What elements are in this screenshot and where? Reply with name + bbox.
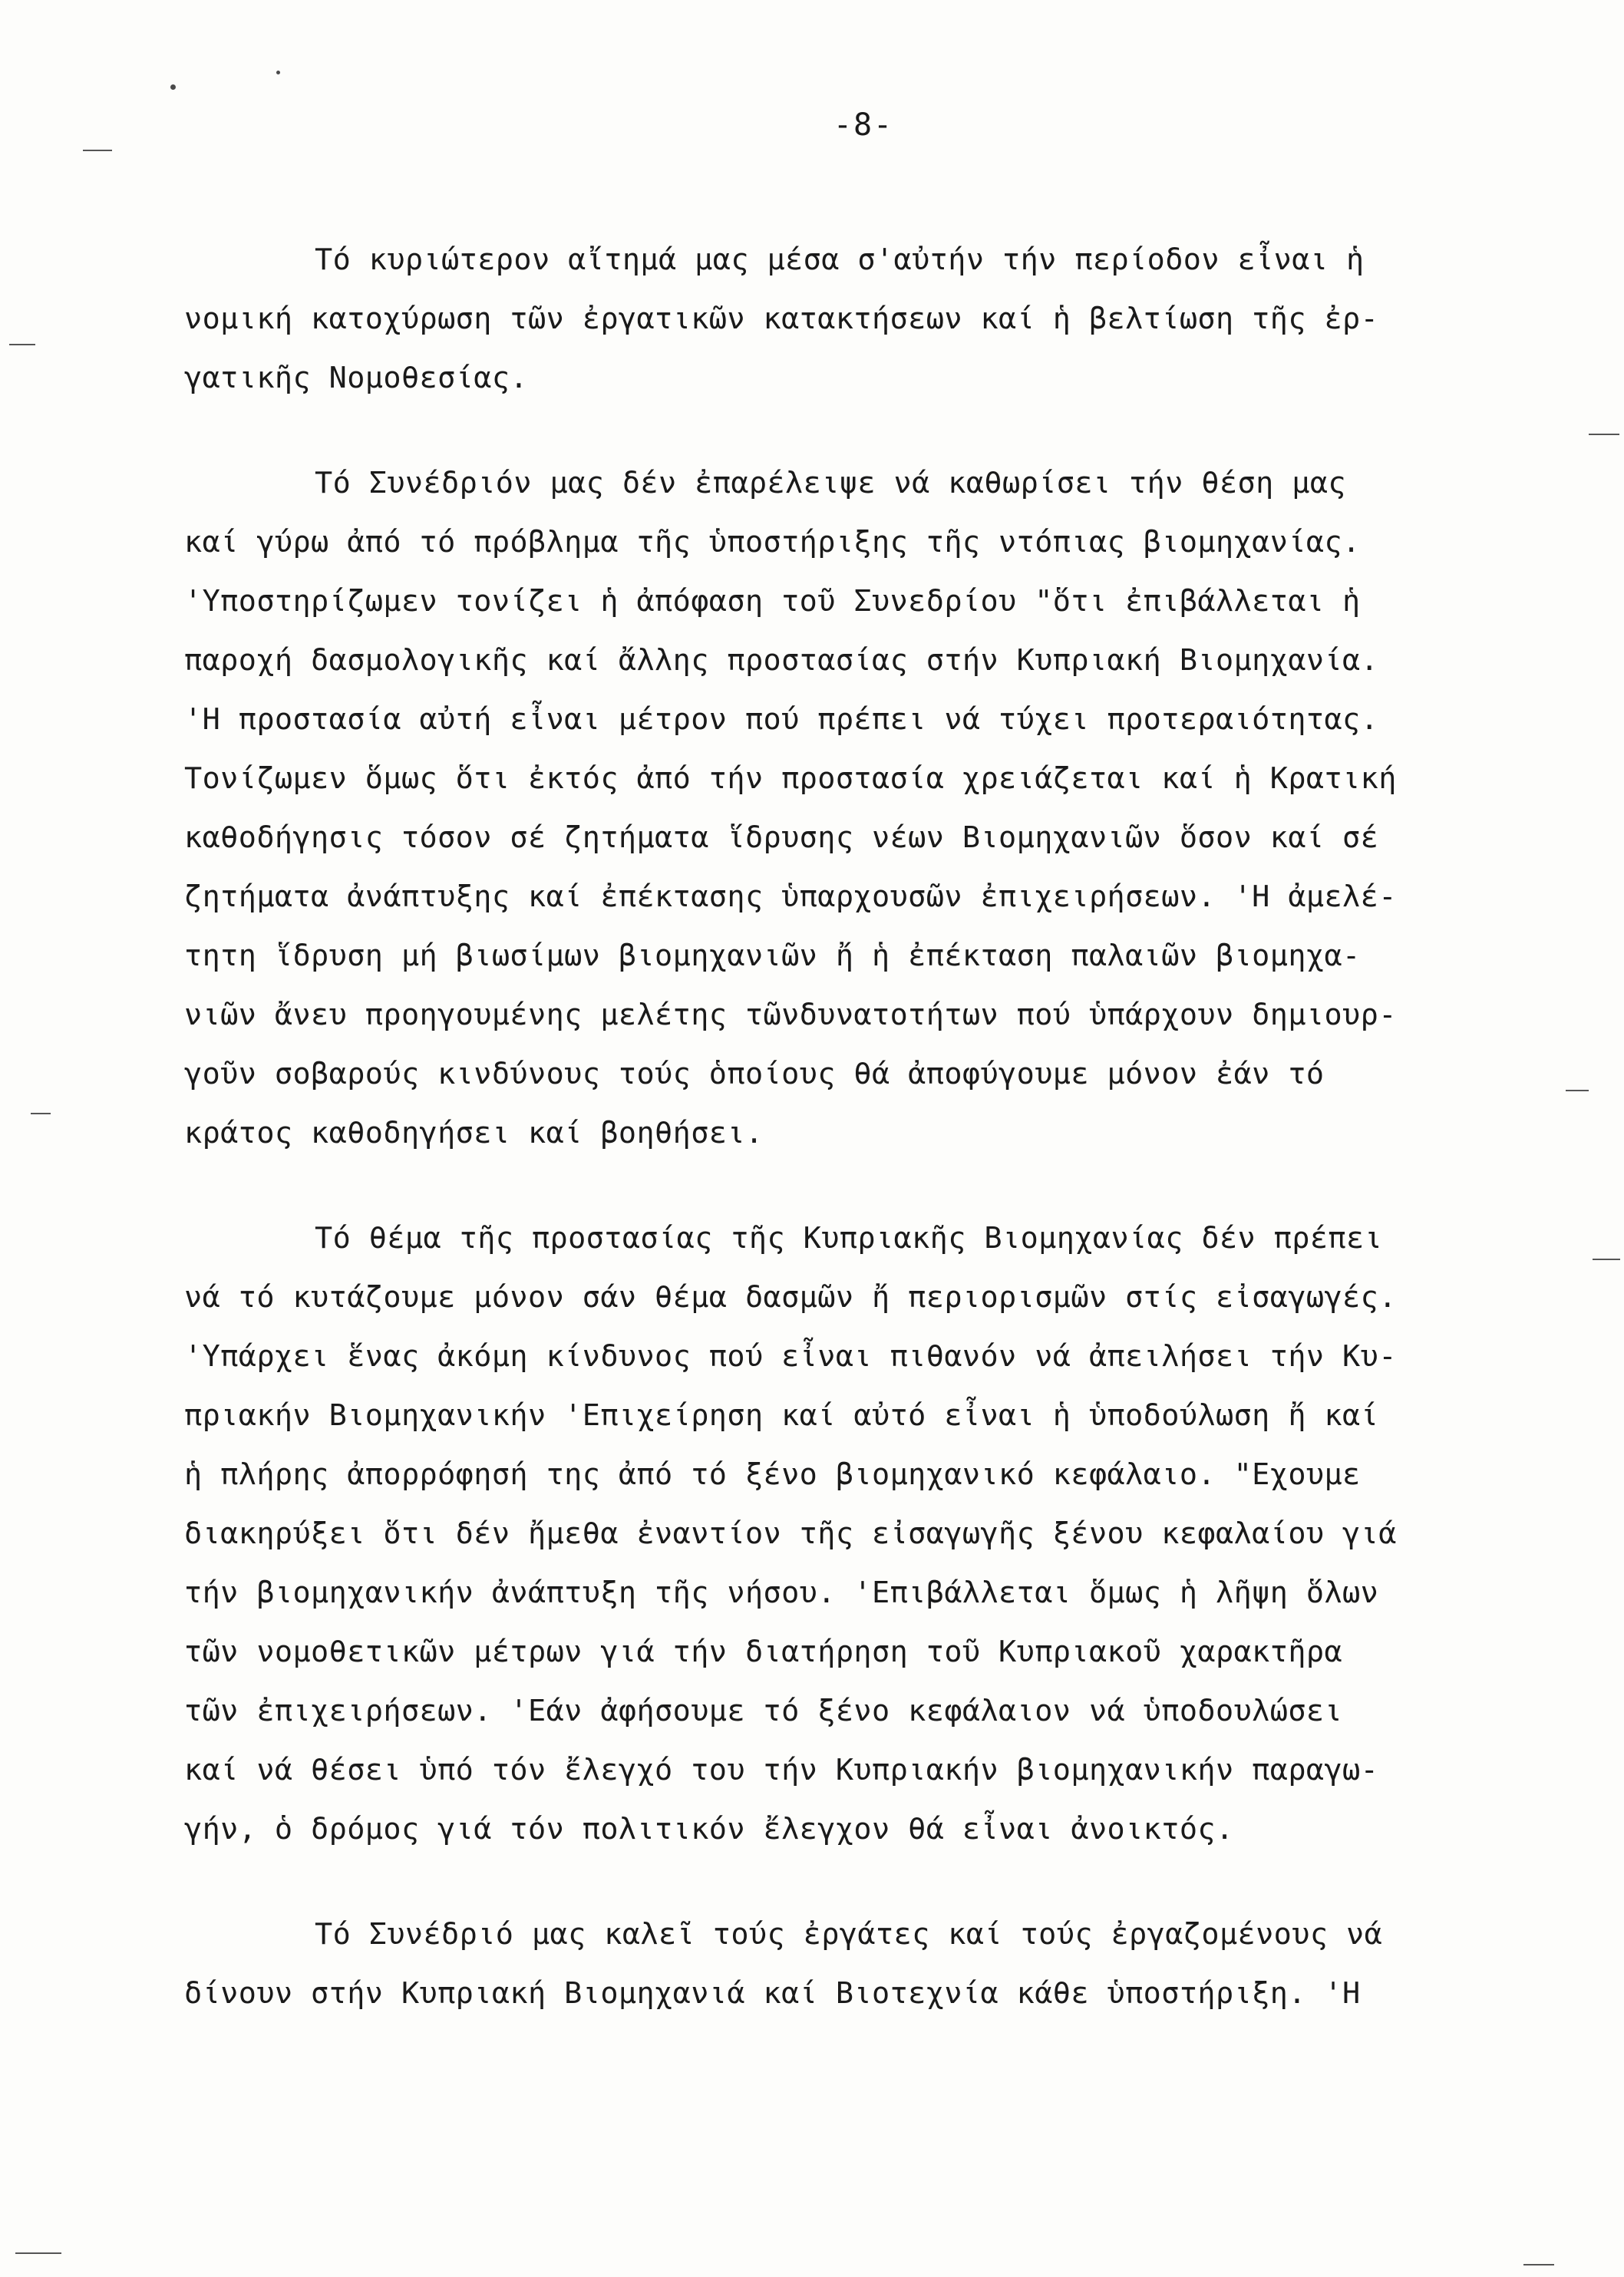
text-line: γοῦν σοβαρούς κινδύνους τούς ὁποίους θά ἀποφύγουμε μόνον ἐάν τό bbox=[184, 1057, 1325, 1091]
page-number: -8- bbox=[833, 107, 894, 143]
text-line: νά τό κυτάζουμε μόνον σάν θέμα δασμῶν ἤ περιορισμῶν στίς εἰσαγωγές. bbox=[184, 1280, 1397, 1315]
text-line: τῶν νομοθετικῶν μέτρων γιά τήν διατήρηση τοῦ Κυπριακοῦ χαρακτῆρα bbox=[184, 1635, 1343, 1669]
scan-mark bbox=[1593, 1259, 1620, 1260]
text-line: Τό Συνέδριό μας καλεῖ τούς ἐργάτες καί τούς ἐργαζομένους νά bbox=[315, 1917, 1383, 1952]
text-line: καθοδήγησις τόσον σέ ζητήματα ἵδρυσης νέων Βιομηχανιῶν ὅσον καί σέ bbox=[184, 820, 1379, 855]
text-line: Τό κυριώτερον αἴτημά μας μέσα σ'αὐτήν τήν περίοδον εἶναι ἡ bbox=[315, 243, 1365, 277]
text-line: γατικῆς Νομοθεσίας. bbox=[184, 361, 529, 395]
text-line: τητη ἵδρυση μή βιωσίμων βιομηχανιῶν ἤ ἡ ἐπέκταση παλαιῶν βιομηχα- bbox=[184, 939, 1361, 973]
scan-mark bbox=[9, 344, 35, 345]
text-line: γήν, ὁ δρόμος γιά τόν πολιτικόν ἔλεγχον θά εἶναι ἀνοικτός. bbox=[184, 1812, 1234, 1846]
paragraph-3 bbox=[184, 1209, 1550, 1859]
scan-mark bbox=[1523, 2264, 1554, 2265]
text-line: 'Υποστηρίζωμεν τονίζει ἡ ἀπόφαση τοῦ Συνεδρίου "ὅτι ἐπιβάλλεται ἡ bbox=[184, 584, 1361, 619]
text-line: τήν βιομηχανικήν ἀνάπτυξη τῆς νήσου. 'Επιβάλλεται ὅμως ἡ λῆψη ὅλων bbox=[184, 1576, 1379, 1610]
text-line: διακηρύξει ὅτι δέν ἤμεθα ἐναντίον τῆς εἰσαγωγῆς ξένου κεφαλαίου γιά bbox=[184, 1516, 1397, 1551]
text-line: κράτος καθοδηγήσει καί βοηθήσει. bbox=[184, 1116, 764, 1150]
text-line: Τονίζωμεν ὅμως ὅτι ἐκτός ἀπό τήν προστασία χρειάζεται καί ἡ Κρατική bbox=[184, 761, 1397, 796]
paragraph-4 bbox=[184, 1905, 1550, 2023]
scan-speck bbox=[276, 71, 280, 74]
text-line: καί νά θέσει ὑπό τόν ἔλεγχό του τήν Κυπριακήν βιομηχανικήν παραγω- bbox=[184, 1753, 1379, 1787]
text-line: παροχή δασμολογικῆς καί ἄλλης προστασίας στήν Κυπριακή Βιομηχανία. bbox=[184, 643, 1379, 678]
text-line: δίνουν στήν Κυπριακή Βιομηχανιά καί Βιοτεχνία κάθε ὑποστήριξη. 'Η bbox=[184, 1976, 1361, 2011]
paragraph-1 bbox=[184, 230, 1550, 408]
scan-mark bbox=[15, 2252, 61, 2254]
text-line: 'Υπάρχει ἕνας ἀκόμη κίνδυνος πού εἶναι πιθανόν νά ἀπειλήσει τήν Κυ- bbox=[184, 1339, 1397, 1374]
text-line: νομική κατοχύρωση τῶν ἐργατικῶν κατακτήσεων καί ἡ βελτίωση τῆς ἐρ- bbox=[184, 302, 1379, 336]
scan-speck bbox=[170, 84, 176, 90]
scan-mark bbox=[31, 1113, 51, 1114]
text-line: 'Η προστασία αὐτή εἶναι μέτρον πού πρέπει νά τύχει προτεραιότητας. bbox=[184, 702, 1379, 737]
scan-mark bbox=[1589, 434, 1619, 435]
scan-mark bbox=[83, 150, 112, 151]
text-line: καί γύρω ἀπό τό πρόβλημα τῆς ὑποστήριξης τῆς ντόπιας βιομηχανίας. bbox=[184, 525, 1361, 559]
text-line: ζητήματα ἀνάπτυξης καί ἐπέκτασης ὑπαρχουσῶν ἐπιχειρήσεων. 'Η ἀμελέ- bbox=[184, 879, 1397, 914]
text-line: τῶν ἐπιχειρήσεων. 'Εάν ἀφήσουμε τό ξένο κεφάλαιον νά ὑποδουλώσει bbox=[184, 1694, 1343, 1728]
text-line: Τό Συνέδριόν μας δέν ἐπαρέλειψε νά καθωρίσει τήν θέση μας bbox=[315, 466, 1347, 500]
text-line: νιῶν ἄνευ προηγουμένης μελέτης τῶνδυνατοτήτων πού ὑπάρχουν δημιουρ- bbox=[184, 998, 1397, 1032]
text-line: Τό θέμα τῆς προστασίας τῆς Κυπριακῆς Βιομηχανίας δέν πρέπει bbox=[315, 1221, 1383, 1256]
text-line: πριακήν Βιομηχανικήν 'Επιχείρηση καί αὐτό εἶναι ἡ ὑποδούλωση ἤ καί bbox=[184, 1398, 1379, 1433]
text-line: ἡ πλήρης ἀπορρόφησή της ἀπό τό ξένο βιομηχανικό κεφάλαιο. "Εχουμε bbox=[184, 1457, 1361, 1492]
scan-mark bbox=[1566, 1090, 1589, 1091]
paragraph-2 bbox=[184, 454, 1550, 1163]
body-text bbox=[184, 230, 1550, 2069]
